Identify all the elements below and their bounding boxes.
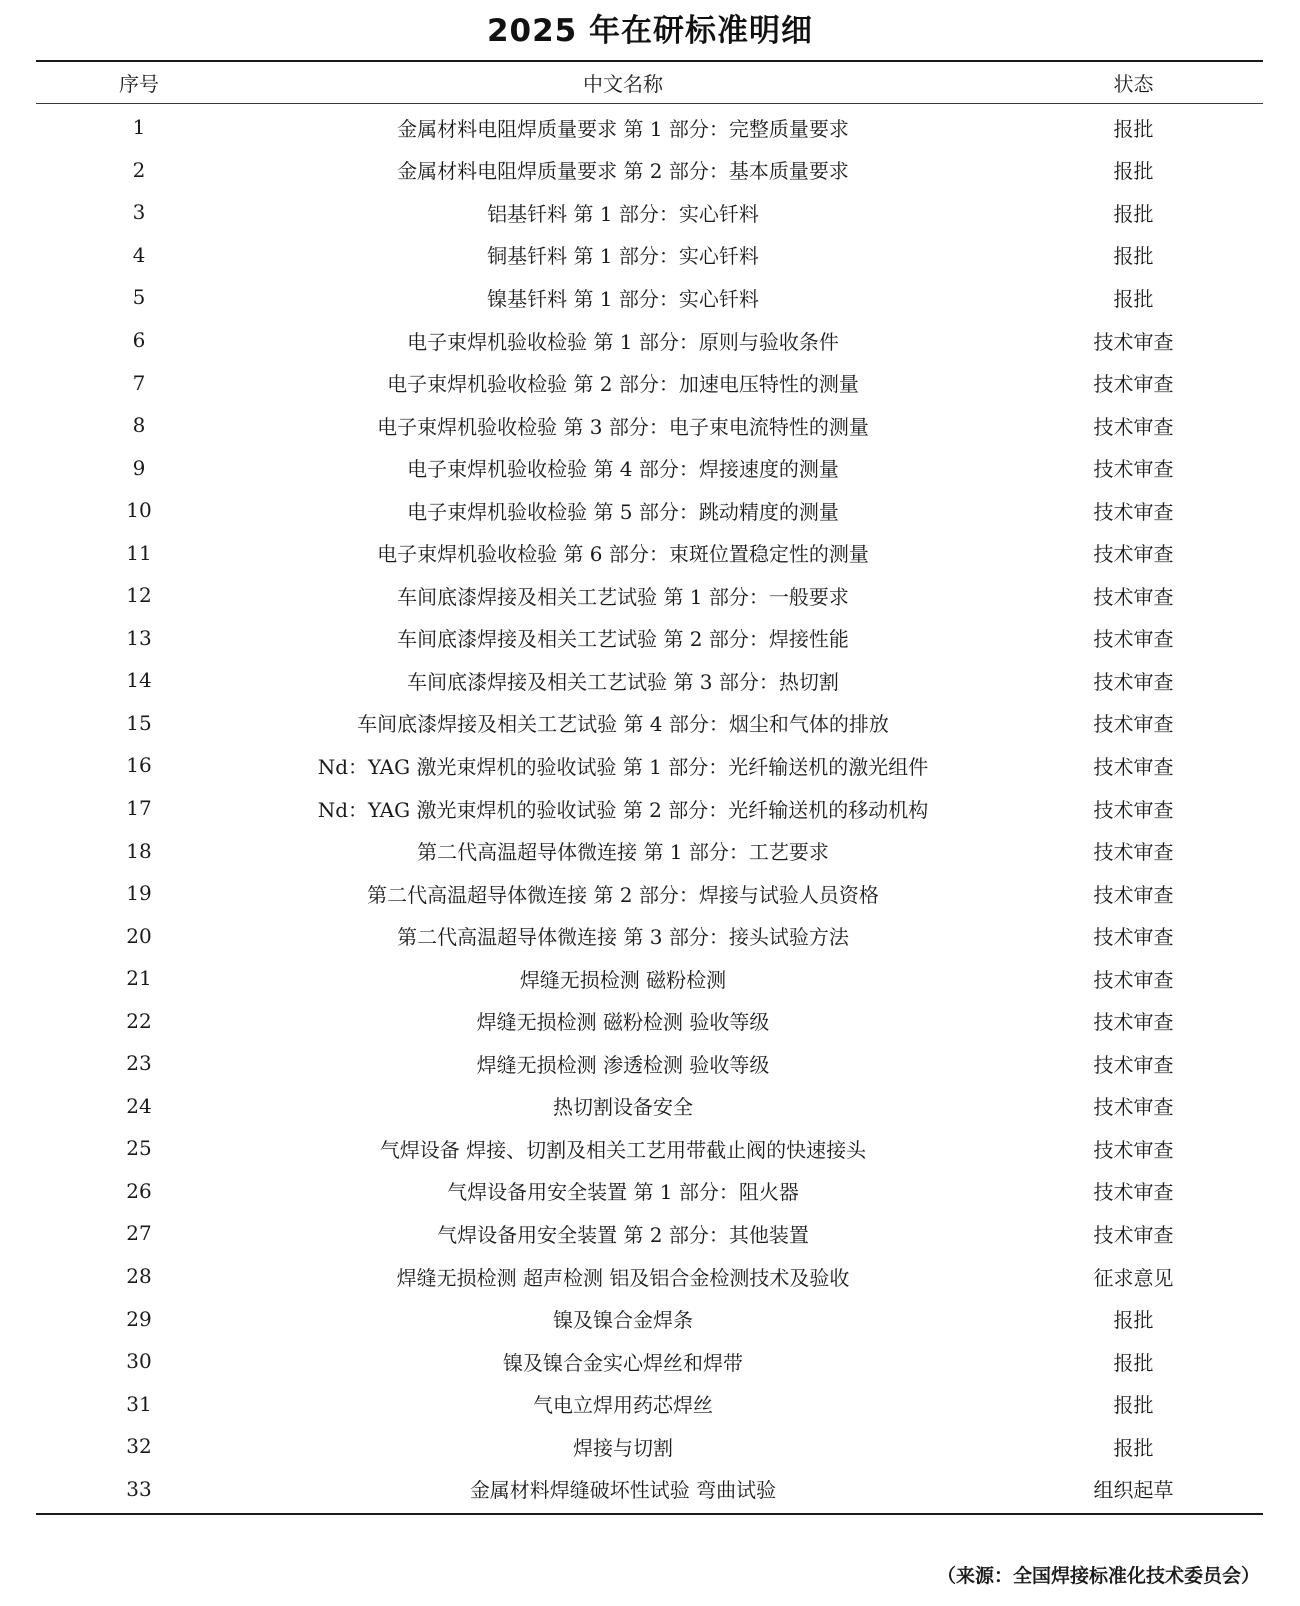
row-num: 8 bbox=[132, 413, 146, 438]
table-row bbox=[36, 489, 1263, 532]
standards-table bbox=[36, 60, 1263, 1515]
table-row bbox=[36, 361, 1263, 404]
row-name: 电子束焊机验收检验 第 2 部分：加速电压特性的测量 bbox=[387, 372, 859, 397]
row-status: 技术审查 bbox=[1093, 925, 1174, 950]
row-name: 金属材料焊缝破坏性试验 弯曲试验 bbox=[469, 1478, 777, 1503]
row-num: 4 bbox=[132, 242, 146, 267]
row-name: 金属材料电阻焊质量要求 第 1 部分：完整质量要求 bbox=[397, 116, 849, 141]
source-note: （来源：全国焊接标准化技术委员会） bbox=[936, 1565, 1260, 1587]
table-row bbox=[36, 149, 1263, 192]
row-status: 技术审查 bbox=[1093, 1222, 1174, 1247]
row-status: 技术审查 bbox=[1093, 797, 1174, 822]
table-row bbox=[36, 914, 1263, 957]
header-status: 状态 bbox=[1113, 72, 1154, 96]
row-name: 第二代高温超导体微连接 第 3 部分：接头试验方法 bbox=[397, 925, 849, 950]
row-status: 技术审查 bbox=[1093, 1137, 1174, 1162]
row-num: 29 bbox=[126, 1306, 152, 1331]
table-row bbox=[36, 829, 1263, 872]
row-status: 组织起草 bbox=[1093, 1478, 1174, 1503]
row-num: 32 bbox=[126, 1434, 152, 1459]
table-row bbox=[36, 1085, 1263, 1128]
row-status: 报批 bbox=[1113, 244, 1154, 269]
row-num: 16 bbox=[126, 753, 152, 778]
row-num: 9 bbox=[132, 455, 146, 480]
table-row bbox=[36, 574, 1263, 617]
table-row bbox=[36, 276, 1263, 319]
row-name: 焊缝无损检测 磁粉检测 验收等级 bbox=[476, 1010, 770, 1035]
row-status: 报批 bbox=[1113, 286, 1154, 311]
row-name: 电子束焊机验收检验 第 6 部分：束斑位置稳定性的测量 bbox=[377, 542, 869, 567]
row-status: 技术审查 bbox=[1093, 754, 1174, 779]
row-name: 焊缝无损检测 磁粉检测 bbox=[519, 967, 727, 992]
row-status: 报批 bbox=[1113, 159, 1154, 184]
row-num: 11 bbox=[126, 540, 152, 565]
table-row bbox=[36, 957, 1263, 1000]
row-num: 33 bbox=[126, 1476, 152, 1501]
row-num: 21 bbox=[126, 966, 152, 991]
row-name: 焊缝无损检测 渗透检测 验收等级 bbox=[476, 1052, 770, 1077]
row-status: 技术审查 bbox=[1093, 372, 1174, 397]
row-num: 25 bbox=[126, 1136, 152, 1161]
table-bottom-rule bbox=[36, 1513, 1263, 1515]
row-num: 18 bbox=[126, 838, 152, 863]
row-num: 28 bbox=[126, 1264, 152, 1289]
row-status: 技术审查 bbox=[1093, 669, 1174, 694]
table-row bbox=[36, 617, 1263, 660]
row-num: 7 bbox=[132, 370, 146, 395]
row-status: 技术审查 bbox=[1093, 1052, 1174, 1077]
table-row bbox=[36, 234, 1263, 277]
row-status: 技术审查 bbox=[1093, 329, 1174, 354]
row-name: 电子束焊机验收检验 第 4 部分：焊接速度的测量 bbox=[407, 457, 839, 482]
row-name: 车间底漆焊接及相关工艺试验 第 2 部分：焊接性能 bbox=[397, 627, 849, 652]
row-num: 17 bbox=[126, 796, 152, 821]
table-row bbox=[36, 787, 1263, 830]
row-name: 镍及镍合金实心焊丝和焊带 bbox=[503, 1350, 743, 1375]
table-row bbox=[36, 446, 1263, 489]
row-name: 热切割设备安全 bbox=[553, 1095, 693, 1120]
row-num: 13 bbox=[126, 625, 152, 650]
row-status: 报批 bbox=[1113, 1435, 1154, 1460]
row-status: 报批 bbox=[1113, 1350, 1154, 1375]
row-name: 铝基钎料 第 1 部分：实心钎料 bbox=[487, 201, 759, 226]
header-num: 序号 bbox=[119, 72, 159, 96]
table-row bbox=[36, 1255, 1263, 1298]
row-num: 30 bbox=[126, 1349, 152, 1374]
table-row bbox=[36, 1212, 1263, 1255]
row-num: 12 bbox=[126, 583, 152, 608]
row-status: 技术审查 bbox=[1093, 542, 1174, 567]
row-name: 车间底漆焊接及相关工艺试验 第 3 部分：热切割 bbox=[407, 669, 839, 694]
row-name: 第二代高温超导体微连接 第 2 部分：焊接与试验人员资格 bbox=[367, 882, 879, 907]
header-name: 中文名称 bbox=[583, 72, 663, 96]
row-num: 20 bbox=[126, 923, 152, 948]
row-name: Nd：YAG 激光束焊机的验收试验 第 2 部分：光纤输送机的移动机构 bbox=[317, 797, 929, 822]
row-status: 技术审查 bbox=[1093, 584, 1174, 609]
row-name: 金属材料电阻焊质量要求 第 2 部分：基本质量要求 bbox=[397, 159, 849, 184]
row-num: 27 bbox=[126, 1221, 152, 1246]
row-num: 1 bbox=[132, 115, 146, 140]
row-num: 2 bbox=[132, 157, 146, 182]
row-name: 气焊设备用安全装置 第 1 部分：阻火器 bbox=[447, 1180, 799, 1205]
row-name: 焊缝无损检测 超声检测 铝及铝合金检测技术及验收 bbox=[396, 1265, 850, 1290]
table-row bbox=[36, 1170, 1263, 1213]
table-row bbox=[36, 404, 1263, 447]
row-name: 镍基钎料 第 1 部分：实心钎料 bbox=[487, 286, 759, 311]
row-name: 车间底漆焊接及相关工艺试验 第 4 部分：烟尘和气体的排放 bbox=[357, 712, 889, 737]
row-status: 技术审查 bbox=[1093, 967, 1174, 992]
row-name: 车间底漆焊接及相关工艺试验 第 1 部分：一般要求 bbox=[397, 584, 849, 609]
table-row bbox=[36, 659, 1263, 702]
row-status: 技术审查 bbox=[1093, 1010, 1174, 1035]
row-status: 报批 bbox=[1113, 1393, 1154, 1418]
row-status: 技术审查 bbox=[1093, 414, 1174, 439]
table-row bbox=[36, 319, 1263, 362]
row-num: 31 bbox=[126, 1391, 152, 1416]
table-row bbox=[36, 1468, 1263, 1511]
row-num: 22 bbox=[126, 1008, 152, 1033]
row-status: 技术审查 bbox=[1093, 1095, 1174, 1120]
row-status: 报批 bbox=[1113, 116, 1154, 141]
table-row bbox=[36, 1340, 1263, 1383]
table-row bbox=[36, 106, 1263, 149]
table-row bbox=[36, 1425, 1263, 1468]
row-num: 14 bbox=[126, 668, 152, 693]
row-status: 技术审查 bbox=[1093, 499, 1174, 524]
row-status: 征求意见 bbox=[1093, 1265, 1174, 1290]
table-row bbox=[36, 191, 1263, 234]
row-name: 电子束焊机验收检验 第 5 部分：跳动精度的测量 bbox=[407, 499, 839, 524]
row-status: 技术审查 bbox=[1093, 840, 1174, 865]
table-row bbox=[36, 531, 1263, 574]
row-name: 铜基钎料 第 1 部分：实心钎料 bbox=[487, 244, 759, 269]
row-name: 气焊设备用安全装置 第 2 部分：其他装置 bbox=[437, 1222, 809, 1247]
row-status: 技术审查 bbox=[1093, 882, 1174, 907]
table-row bbox=[36, 702, 1263, 745]
table-header-row bbox=[36, 62, 1263, 103]
row-num: 24 bbox=[126, 1093, 152, 1118]
row-num: 26 bbox=[126, 1178, 152, 1203]
row-num: 5 bbox=[132, 285, 146, 310]
row-status: 技术审查 bbox=[1093, 1180, 1174, 1205]
table-body bbox=[36, 104, 1263, 1513]
row-name: Nd：YAG 激光束焊机的验收试验 第 1 部分：光纤输送机的激光组件 bbox=[317, 754, 929, 779]
table-row bbox=[36, 1382, 1263, 1425]
row-status: 报批 bbox=[1113, 201, 1154, 226]
row-name: 第二代高温超导体微连接 第 1 部分：工艺要求 bbox=[417, 840, 829, 865]
row-num: 15 bbox=[126, 710, 152, 735]
row-status: 报批 bbox=[1113, 1308, 1154, 1333]
row-name: 焊接与切割 bbox=[573, 1435, 673, 1460]
row-num: 3 bbox=[132, 200, 146, 225]
row-name: 电子束焊机验收检验 第 1 部分：原则与验收条件 bbox=[407, 329, 839, 354]
row-status: 技术审查 bbox=[1093, 627, 1174, 652]
table-row bbox=[36, 1297, 1263, 1340]
row-name: 气焊设备 焊接、切割及相关工艺用带截止阀的快速接头 bbox=[379, 1137, 867, 1162]
row-status: 技术审查 bbox=[1093, 457, 1174, 482]
row-num: 19 bbox=[126, 881, 152, 906]
page-title: 2025 年在研标准明细 bbox=[486, 13, 814, 49]
table-row bbox=[36, 1042, 1263, 1085]
row-name: 气电立焊用药芯焊丝 bbox=[533, 1393, 713, 1418]
row-name: 镍及镍合金焊条 bbox=[553, 1308, 693, 1333]
row-num: 23 bbox=[126, 1051, 152, 1076]
row-name: 电子束焊机验收检验 第 3 部分：电子束电流特性的测量 bbox=[377, 414, 869, 439]
table-row bbox=[36, 872, 1263, 915]
row-status: 技术审查 bbox=[1093, 712, 1174, 737]
table-row bbox=[36, 744, 1263, 787]
row-num: 10 bbox=[126, 498, 152, 523]
table-row bbox=[36, 999, 1263, 1042]
row-num: 6 bbox=[132, 328, 146, 352]
table-row bbox=[36, 1127, 1263, 1170]
